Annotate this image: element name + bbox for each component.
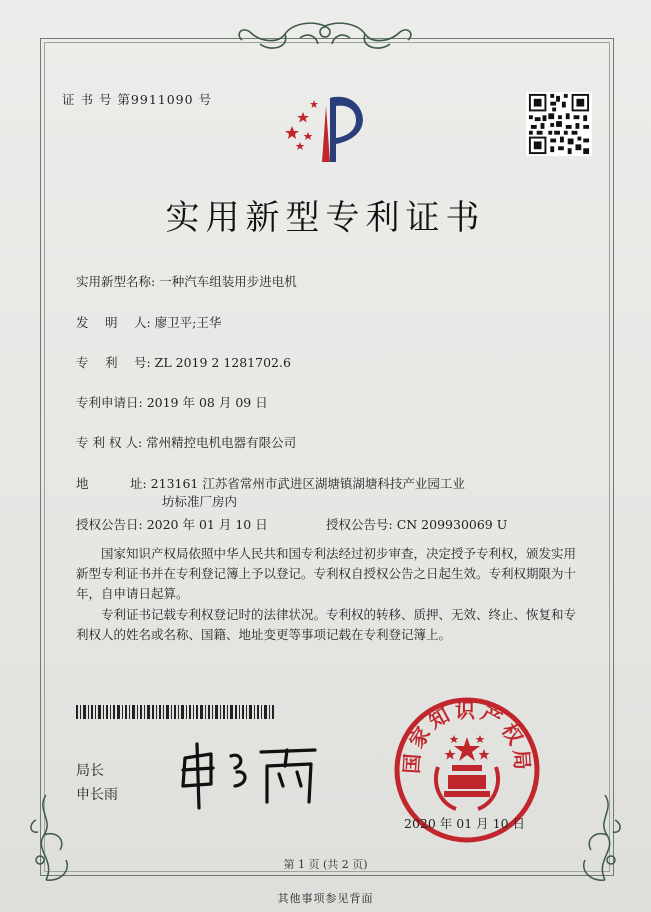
label-grant-date: 授权公告日:: [76, 517, 143, 532]
field-address: [76, 474, 465, 492]
value-patent-holder: 常州精控电机电器有限公司: [146, 435, 297, 450]
field-inventor: [76, 313, 221, 331]
certificate-number: 证 书 号 第9911090 号: [62, 92, 213, 107]
paragraph-legal-status: 专利证书记载专利权登记时的法律状况。专利权的转移、质押、无效、终止、恢复和专利权人的姓名或名称、国籍、地址变更等事项记载在专利登记簿上。: [76, 607, 577, 642]
value-utility-model-name: 一种汽车组装用步进电机: [159, 274, 297, 289]
barcode: [76, 705, 276, 719]
cnipa-logo: [278, 88, 373, 166]
label-utility-model-name: 实用新型名称:: [76, 274, 156, 289]
value-grant-number: CN 209930069 U: [396, 517, 508, 532]
field-grant-date: [76, 515, 268, 533]
value-address-line1: 213161 江苏省常州市武进区湖塘镇湖塘科技产业园工业: [150, 476, 465, 491]
label-inventor: 发 明 人:: [76, 315, 151, 330]
bottom-right-ornament: [565, 790, 625, 890]
director-title: 局长: [76, 763, 104, 779]
value-inventor: 廖卫平;王华: [154, 315, 222, 330]
field-patent-number: [76, 353, 291, 371]
field-filing-date: [76, 393, 268, 411]
top-ornament: [230, 18, 420, 58]
bottom-left-ornament: [26, 790, 86, 890]
director-signature: [175, 740, 325, 810]
field-grant-number: [326, 515, 507, 533]
value-address-line2: 坊标准厂房内: [162, 494, 238, 509]
svg-text:国家知识产权局: [399, 698, 534, 774]
field-patent-holder: [76, 433, 296, 451]
certificate-title: 实用新型专利证书: [165, 198, 486, 238]
label-grant-number: 授权公告号:: [326, 517, 393, 532]
footer-note: 其他事项参见背面: [277, 892, 374, 905]
page-number: 第 1 页 (共 2 页): [283, 858, 368, 871]
label-filing-date: 专利申请日:: [76, 395, 143, 410]
label-patent-holder: 专 利 权 人:: [76, 435, 143, 450]
value-patent-number: ZL 2019 2 1281702.6: [154, 355, 291, 370]
value-grant-date: 2020 年 01 月 10 日: [146, 517, 268, 532]
paragraph-grant-statement: 国家知识产权局依照中华人民共和国专利法经过初步审查，决定授予专利权，颁发实用新型专利证书并在专利登记簿上予以登记。专利权自授权公告之日起生效。专利权期限为十年，自申请日起算。: [76, 546, 577, 601]
qr-code: [526, 92, 592, 156]
director-name: 申长雨: [76, 787, 118, 803]
label-patent-number: 专 利 号:: [76, 355, 151, 370]
value-filing-date: 2019 年 08 月 09 日: [146, 395, 268, 410]
label-address: 地 址:: [76, 476, 147, 491]
seal-date: 2020 年 01 月 10 日: [404, 816, 525, 831]
seal-text: 国家知识产权局: [399, 698, 535, 775]
field-utility-model-name: [76, 272, 297, 290]
